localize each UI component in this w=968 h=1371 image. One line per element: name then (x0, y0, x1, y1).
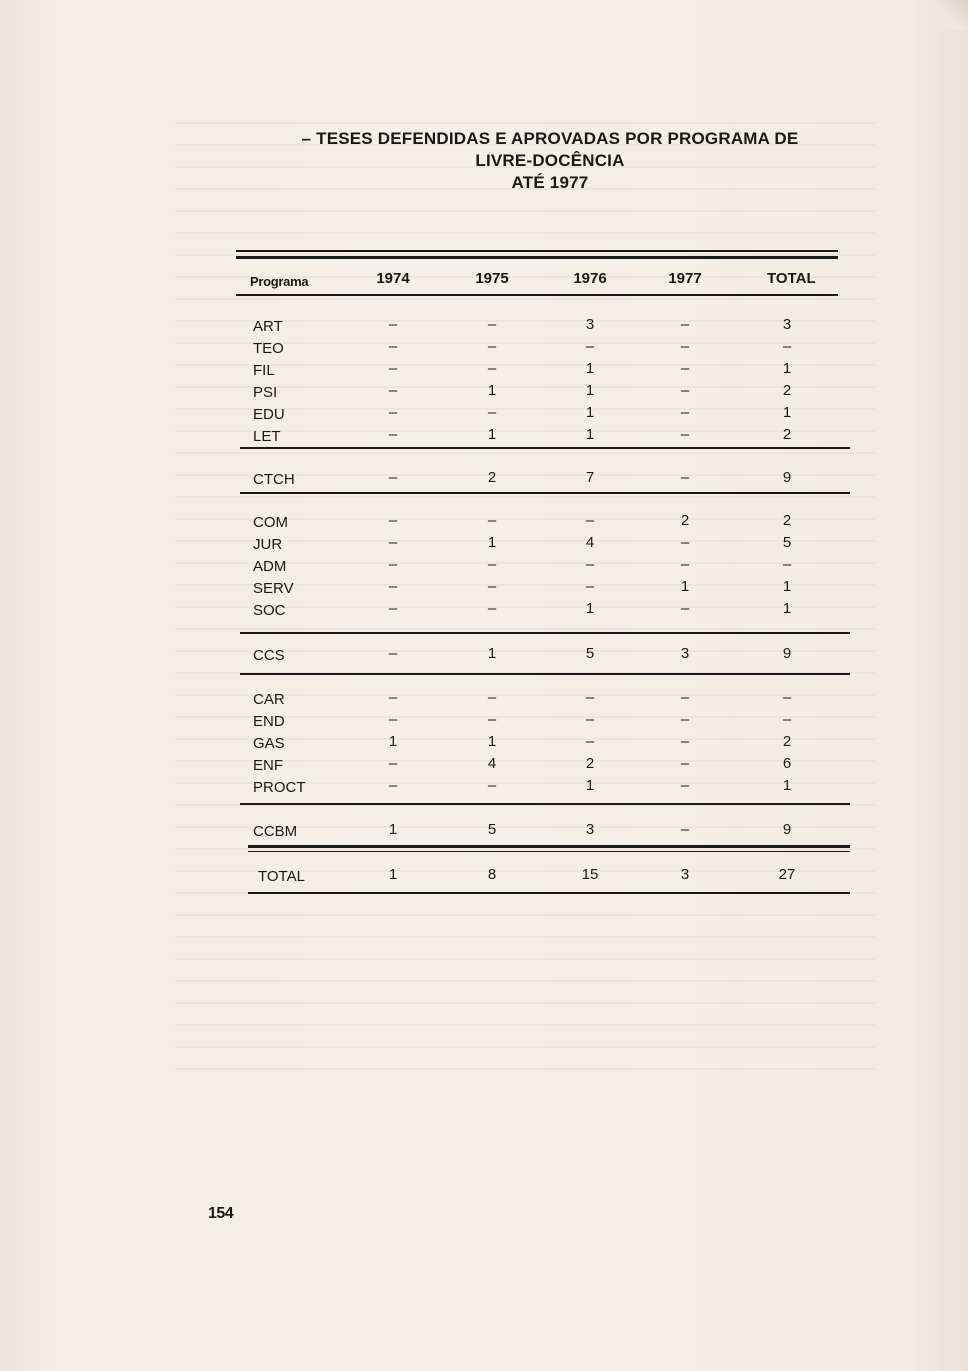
header-1975: 1975 (475, 270, 509, 287)
grand-total-top-rule-thin (248, 851, 850, 852)
subtotal-ccs-total: 9 (782, 645, 792, 662)
cell-fil-c1975: – (487, 360, 497, 377)
row-label-serv: SERV (253, 580, 294, 597)
cell-soc-c1975: – (487, 600, 497, 617)
cell-gas-c1976: – (585, 733, 595, 750)
grand-total-label: TOTAL (258, 868, 305, 885)
row-label-end: END (253, 713, 285, 730)
cell-adm-c1977: – (680, 556, 690, 573)
grand-total-c1975: 8 (487, 866, 497, 883)
grand-total-c1976: 15 (581, 866, 599, 883)
row-label-com: COM (253, 514, 288, 531)
subtotal-label-ctch: CTCH (253, 471, 295, 488)
header-1974: 1974 (376, 270, 410, 287)
cell-adm-total: – (782, 556, 792, 573)
cell-serv-c1976: – (585, 578, 595, 595)
cell-proct-c1977: – (680, 777, 690, 794)
cell-adm-c1975: – (487, 556, 497, 573)
header-programa: Programa (250, 274, 309, 289)
cell-gas-c1977: – (680, 733, 690, 750)
cell-serv-total: 1 (782, 578, 792, 595)
cell-edu-c1976: 1 (585, 404, 595, 421)
cell-art-total: 3 (782, 316, 792, 333)
grand-total-c1977: 3 (680, 866, 690, 883)
cell-edu-c1977: – (680, 404, 690, 421)
table-bottom-rule (248, 892, 850, 894)
cell-let-c1974: – (388, 426, 398, 443)
subtotal-ctch-c1974: – (388, 469, 398, 486)
row-label-edu: EDU (253, 406, 285, 423)
grand-total-total: 27 (778, 866, 796, 883)
row-label-teo: TEO (253, 340, 284, 357)
cell-fil-c1977: – (680, 360, 690, 377)
title-line-1: – TESES DEFENDIDAS E APROVADAS POR PROGRAMA DE (301, 129, 799, 148)
cell-com-total: 2 (782, 512, 792, 529)
cell-edu-c1974: – (388, 404, 398, 421)
grand-total-top-rule (248, 845, 850, 848)
cell-end-c1976: – (585, 711, 595, 728)
cell-end-total: – (782, 711, 792, 728)
cell-com-c1974: – (388, 512, 398, 529)
cell-end-c1974: – (388, 711, 398, 728)
cell-car-c1977: – (680, 689, 690, 706)
cell-jur-c1974: – (388, 534, 398, 551)
group-rule-2 (240, 803, 850, 805)
row-label-enf: ENF (253, 757, 283, 774)
header-1977: 1977 (668, 270, 702, 287)
subtotal-ccs-c1976: 5 (585, 645, 595, 662)
cell-soc-total: 1 (782, 600, 792, 617)
cell-proct-c1976: 1 (585, 777, 595, 794)
cell-art-c1976: 3 (585, 316, 595, 333)
group-rule-0 (240, 447, 850, 449)
cell-jur-c1975: 1 (487, 534, 497, 551)
cell-fil-total: 1 (782, 360, 792, 377)
subtotal-ccbm-total: 9 (782, 821, 792, 838)
cell-car-total: – (782, 689, 792, 706)
header-1976: 1976 (573, 270, 607, 287)
title-line-2: LIVRE-DOCÊNCIA (475, 151, 625, 170)
cell-gas-c1974: 1 (388, 733, 398, 750)
cell-adm-c1974: – (388, 556, 398, 573)
row-label-art: ART (253, 318, 283, 335)
cell-com-c1977: 2 (680, 512, 690, 529)
cell-art-c1975: – (487, 316, 497, 333)
page-corner-shadow (938, 0, 968, 30)
cell-com-c1975: – (487, 512, 497, 529)
cell-com-c1976: – (585, 512, 595, 529)
cell-jur-c1977: – (680, 534, 690, 551)
header-total: TOTAL (767, 270, 816, 287)
cell-psi-c1976: 1 (585, 382, 595, 399)
cell-enf-c1977: – (680, 755, 690, 772)
row-label-soc: SOC (253, 602, 286, 619)
cell-psi-c1974: – (388, 382, 398, 399)
table-top-rule (236, 250, 838, 252)
cell-teo-c1975: – (487, 338, 497, 355)
subtotal-ccbm-c1976: 3 (585, 821, 595, 838)
cell-adm-c1976: – (585, 556, 595, 573)
cell-soc-c1974: – (388, 600, 398, 617)
cell-let-c1975: 1 (487, 426, 497, 443)
cell-gas-c1975: 1 (487, 733, 497, 750)
cell-art-c1977: – (680, 316, 690, 333)
row-label-psi: PSI (253, 384, 278, 401)
header-bottom-rule (236, 294, 838, 296)
subtotal-rule-1 (240, 673, 850, 675)
cell-teo-c1974: – (388, 338, 398, 355)
row-label-car: CAR (253, 691, 285, 708)
row-label-gas: GAS (253, 735, 285, 752)
row-label-fil: FIL (253, 362, 275, 379)
subtotal-rule-0 (240, 492, 850, 494)
cell-jur-c1976: 4 (585, 534, 595, 551)
subtotal-ccbm-c1977: – (680, 821, 690, 838)
cell-jur-total: 5 (782, 534, 792, 551)
cell-teo-c1977: – (680, 338, 690, 355)
subtotal-ctch-c1976: 7 (585, 469, 595, 486)
cell-enf-c1975: 4 (487, 755, 497, 772)
row-label-adm: ADM (253, 558, 287, 575)
cell-car-c1974: – (388, 689, 398, 706)
cell-car-c1976: – (585, 689, 595, 706)
table-title (230, 128, 870, 194)
cell-fil-c1976: 1 (585, 360, 595, 377)
cell-edu-c1975: – (487, 404, 497, 421)
cell-teo-total: – (782, 338, 792, 355)
group-rule-1 (240, 632, 850, 634)
subtotal-ccs-c1977: 3 (680, 645, 690, 662)
subtotal-ccs-c1975: 1 (487, 645, 497, 662)
subtotal-ctch-total: 9 (782, 469, 792, 486)
cell-end-c1977: – (680, 711, 690, 728)
cell-teo-c1976: – (585, 338, 595, 355)
title-line-3: ATÉ 1977 (511, 173, 589, 192)
subtotal-ccbm-c1974: 1 (388, 821, 398, 838)
cell-proct-c1975: – (487, 777, 497, 794)
cell-fil-c1974: – (388, 360, 398, 377)
cell-proct-c1974: – (388, 777, 398, 794)
cell-psi-total: 2 (782, 382, 792, 399)
cell-edu-total: 1 (782, 404, 792, 421)
cell-car-c1975: – (487, 689, 497, 706)
cell-psi-c1977: – (680, 382, 690, 399)
cell-let-c1976: 1 (585, 426, 595, 443)
cell-enf-c1974: – (388, 755, 398, 772)
page-number: 154 (208, 1205, 234, 1222)
table-top-rule-thick (236, 256, 838, 259)
cell-serv-c1977: 1 (680, 578, 690, 595)
row-label-jur: JUR (253, 536, 283, 553)
subtotal-ccbm-c1975: 5 (487, 821, 497, 838)
subtotal-label-ccs: CCS (253, 647, 285, 664)
cell-end-c1975: – (487, 711, 497, 728)
cell-soc-c1977: – (680, 600, 690, 617)
cell-soc-c1976: 1 (585, 600, 595, 617)
subtotal-ccs-c1974: – (388, 645, 398, 662)
row-label-proct: PROCT (253, 779, 306, 796)
cell-gas-total: 2 (782, 733, 792, 750)
cell-enf-total: 6 (782, 755, 792, 772)
subtotal-ctch-c1977: – (680, 469, 690, 486)
cell-art-c1974: – (388, 316, 398, 333)
cell-proct-total: 1 (782, 777, 792, 794)
cell-serv-c1974: – (388, 578, 398, 595)
cell-serv-c1975: – (487, 578, 497, 595)
subtotal-ctch-c1975: 2 (487, 469, 497, 486)
grand-total-c1974: 1 (388, 866, 398, 883)
row-label-let: LET (253, 428, 281, 445)
subtotal-label-ccbm: CCBM (253, 823, 298, 840)
cell-let-total: 2 (782, 426, 792, 443)
cell-enf-c1976: 2 (585, 755, 595, 772)
cell-let-c1977: – (680, 426, 690, 443)
cell-psi-c1975: 1 (487, 382, 497, 399)
